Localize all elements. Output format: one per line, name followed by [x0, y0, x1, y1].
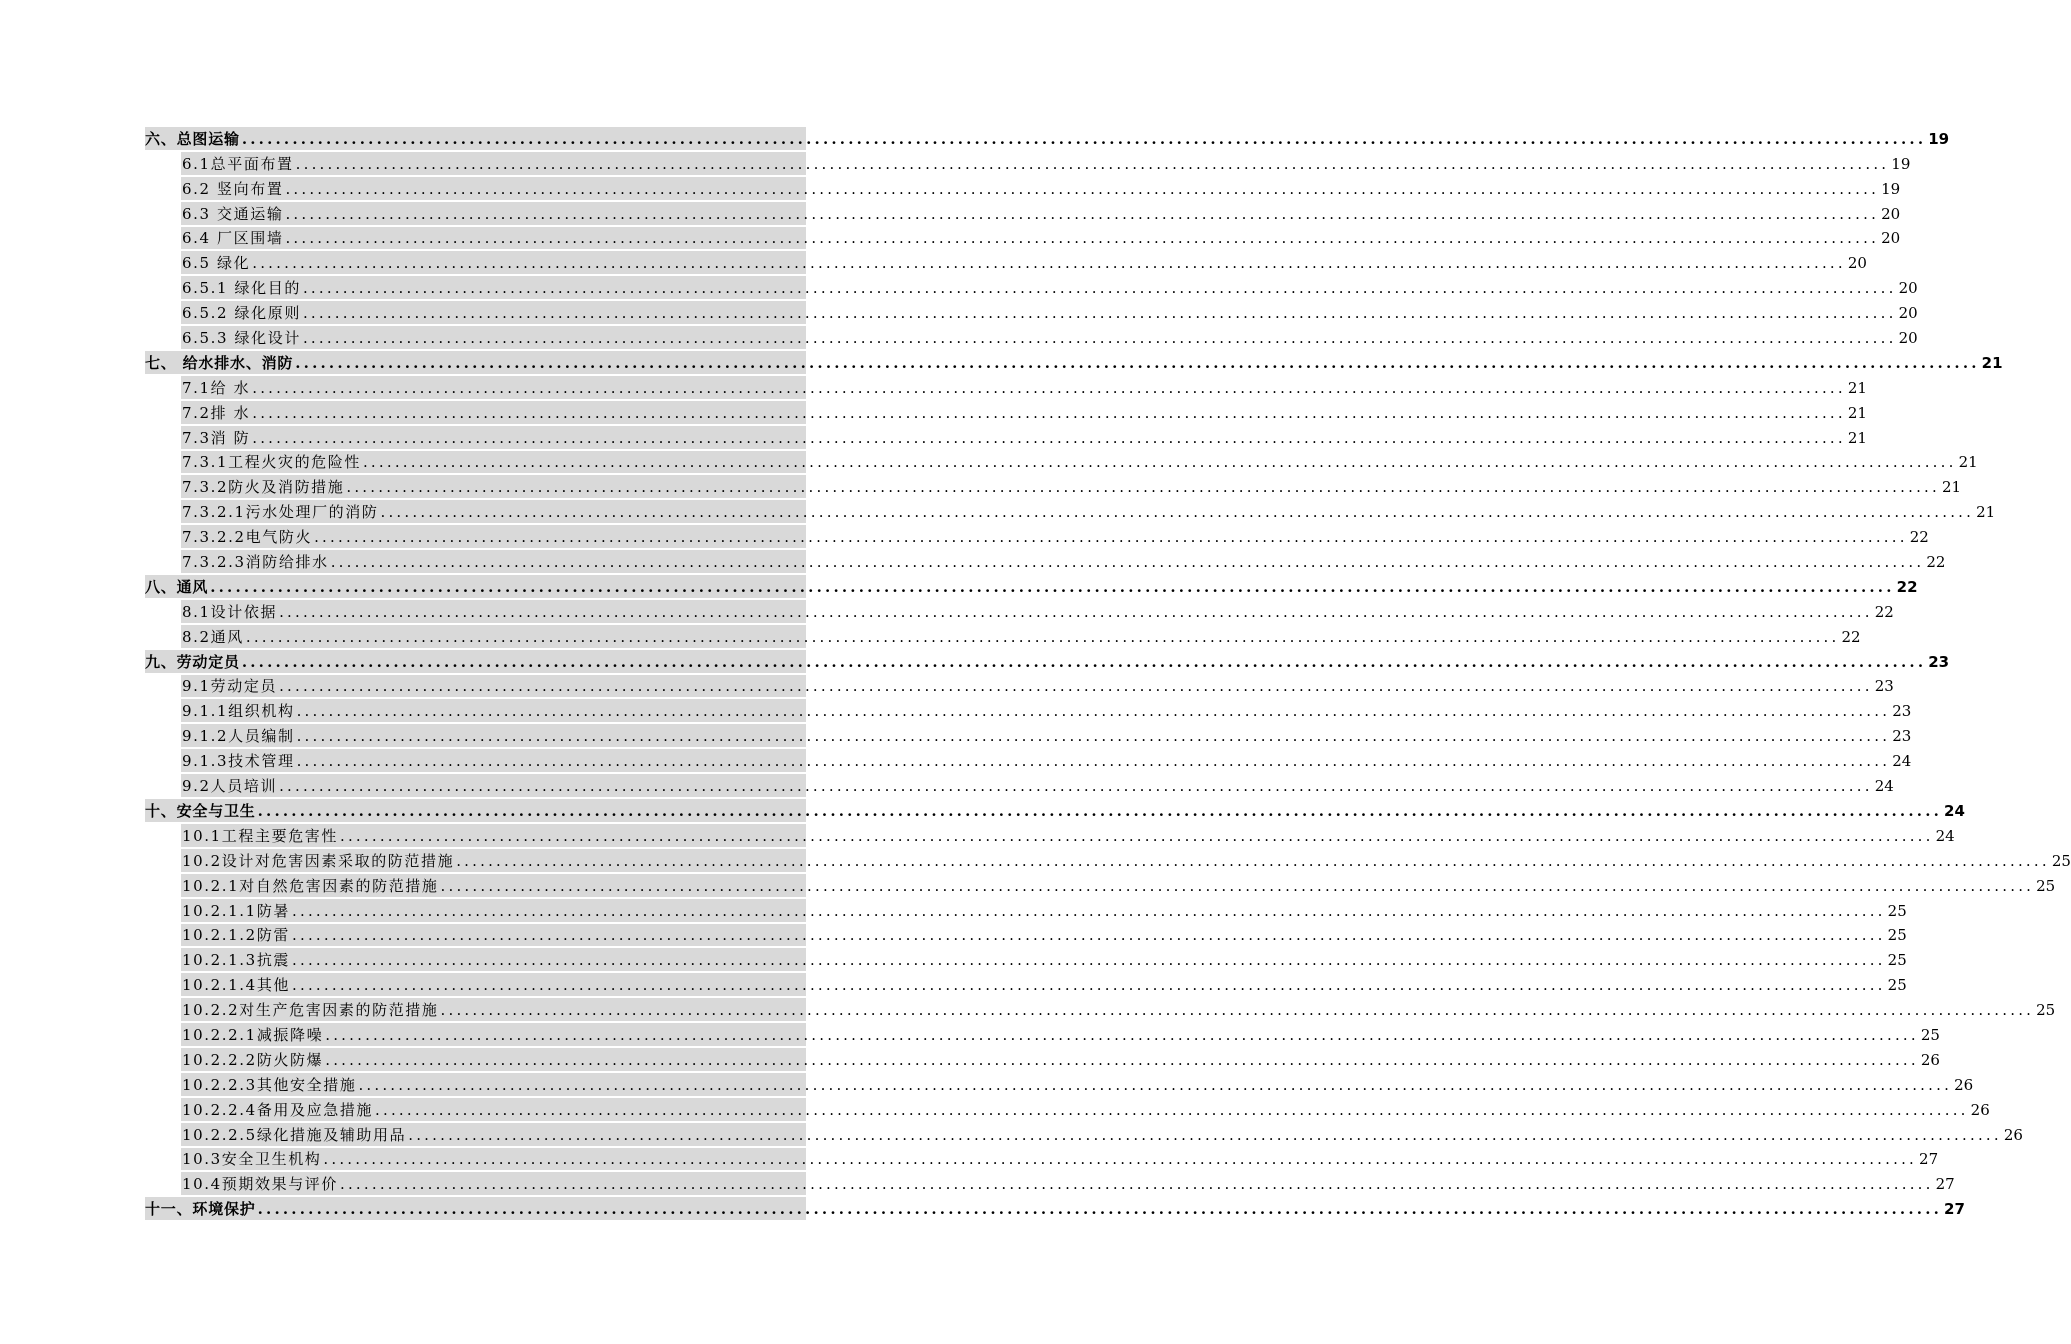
toc-page-number: 20: [1881, 204, 1901, 223]
toc-section-entry[interactable]: [145, 723, 1912, 748]
toc-page-number: 24: [1874, 777, 1894, 796]
toc-page-number: 21: [1976, 503, 1996, 522]
toc-dot-leader: ........................................................................................................................................................................................................: [302, 329, 1897, 348]
toc-entry-title: 10.2.2.3其他安全措施: [182, 1075, 357, 1094]
toc-dot-leader: ........................................................................................................................................................................................................: [292, 951, 1886, 970]
toc-page-number: 20: [1847, 254, 1867, 273]
toc-dot-leader: ........................................................................................................................................................................................................: [241, 652, 1927, 671]
toc-entry-title: 6.1总平面布置: [182, 154, 294, 173]
toc-entry-title: 10.2.2对生产危害因素的防范措施: [182, 1001, 439, 1020]
toc-entry-title: 9.1.3技术管理: [182, 752, 295, 771]
toc-dot-leader: ........................................................................................................................................................................................................: [285, 229, 1880, 248]
toc-entry-title: 9.1.2人员编制: [182, 727, 295, 746]
toc-dot-leader: ........................................................................................................................................................................................................: [285, 179, 1880, 198]
toc-page-number: 22: [1841, 627, 1861, 646]
toc-page-number: 23: [1892, 702, 1912, 721]
toc-dot-leader: ........................................................................................................................................................................................................: [408, 1125, 2002, 1144]
toc-page-number: 20: [1898, 279, 1918, 298]
toc-page-number: 25: [1887, 951, 1907, 970]
toc-entry-title: 10.2.2.5绿化措施及辅助用品: [182, 1125, 407, 1144]
toc-dot-leader: ........................................................................................................................................................................................................: [252, 428, 1846, 447]
toc-section-entry[interactable]: [145, 375, 1867, 400]
toc-section-entry[interactable]: [145, 250, 1867, 275]
toc-section-entry[interactable]: [145, 226, 1901, 251]
toc-page-number: 21: [1847, 428, 1867, 447]
toc-entry-title: 6.2 竖向布置: [182, 179, 284, 198]
toc-entry-title: 10.2设计对危害因素采取的防范措施: [182, 851, 455, 870]
toc-chapter-entry[interactable]: [145, 574, 1918, 599]
toc-dot-leader: ........................................................................................................................................................................................................: [440, 876, 2035, 895]
toc-section-entry[interactable]: [145, 151, 1911, 176]
toc-page-number: 25: [1887, 926, 1907, 945]
toc-section-entry[interactable]: [145, 972, 1907, 997]
toc-page-number: 21: [1847, 378, 1867, 397]
toc-section-entry[interactable]: [145, 499, 1996, 524]
toc-page-number: 25: [1920, 1025, 1940, 1044]
toc-section-entry[interactable]: [145, 1147, 1939, 1172]
toc-section-entry[interactable]: [145, 176, 1901, 201]
toc-section-entry[interactable]: [145, 1072, 1974, 1097]
toc-entry-title: 10.2.2.1减振降噪: [182, 1025, 324, 1044]
toc-page-number: 27: [1944, 1200, 1965, 1219]
toc-entry-title: 十一、环境保护: [145, 1200, 256, 1219]
toc-dot-leader: ........................................................................................................................................................................................................: [257, 801, 1943, 820]
toc-dot-leader: ........................................................................................................................................................................................................: [252, 403, 1846, 422]
toc-section-entry[interactable]: [145, 674, 1894, 699]
toc-dot-leader: ........................................................................................................................................................................................................: [440, 1001, 2035, 1020]
toc-dot-leader: ........................................................................................................................................................................................................: [279, 777, 1873, 796]
toc-chapter-entry[interactable]: [145, 350, 2003, 375]
toc-section-entry[interactable]: [145, 997, 2056, 1022]
toc-dot-leader: ........................................................................................................................................................................................................: [295, 353, 1980, 372]
toc-entry-title: 10.2.1.3抗震: [182, 951, 291, 970]
toc-chapter-entry[interactable]: [145, 649, 1950, 674]
toc-entry-title: 6.5.1 绿化目的: [182, 279, 301, 298]
toc-page-number: 23: [1928, 652, 1950, 671]
toc-page-number: 26: [2003, 1125, 2023, 1144]
toc-dot-leader: ........................................................................................................................................................................................................: [456, 851, 2050, 870]
toc-section-entry[interactable]: [145, 1122, 2023, 1147]
toc-section-entry[interactable]: [145, 1047, 1940, 1072]
toc-chapter-entry[interactable]: [145, 1196, 1965, 1221]
toc-page-number: 22: [1909, 528, 1929, 547]
toc-entry-title: 7.3.1工程火灾的危险性: [182, 453, 361, 472]
toc-entry-title: 7.2排 水: [182, 403, 251, 422]
toc-page-number: 21: [1958, 453, 1978, 472]
toc-dot-leader: ........................................................................................................................................................................................................: [252, 254, 1846, 273]
toc-page-number: 20: [1898, 329, 1918, 348]
toc-entry-title: 10.2.1对自然危害因素的防范措施: [182, 876, 439, 895]
toc-entry-title: 7.3.2.1污水处理厂的消防: [182, 503, 379, 522]
toc-entry-title: 6.5 绿化: [182, 254, 251, 273]
toc-page-number: 19: [1891, 154, 1911, 173]
toc-dot-leader: ........................................................................................................................................................................................................: [375, 1100, 1969, 1119]
toc-entry-title: 6.4 厂区围墙: [182, 229, 284, 248]
toc-page-number: 22: [1926, 553, 1946, 572]
table-of-contents: [145, 126, 2071, 1221]
toc-dot-leader: ........................................................................................................................................................................................................: [296, 702, 1891, 721]
toc-section-entry[interactable]: [145, 748, 1912, 773]
toc-entry-title: 10.1工程主要危害性: [182, 826, 338, 845]
toc-page-number: 25: [1887, 901, 1907, 920]
toc-entry-title: 10.2.2.4备用及应急措施: [182, 1100, 374, 1119]
toc-section-entry[interactable]: [145, 325, 1918, 350]
toc-page-number: 22: [1896, 577, 1918, 596]
toc-dot-leader: ........................................................................................................................................................................................................: [292, 976, 1886, 995]
toc-section-entry[interactable]: [145, 823, 1955, 848]
toc-dot-leader: ........................................................................................................................................................................................................: [279, 677, 1873, 696]
toc-entry-title: 10.2.1.4其他: [182, 976, 291, 995]
toc-section-entry[interactable]: [145, 923, 1907, 948]
toc-entry-title: 10.2.2.2防火防爆: [182, 1050, 324, 1069]
toc-section-entry[interactable]: [145, 624, 1861, 649]
toc-dot-leader: ........................................................................................................................................................................................................: [340, 826, 1934, 845]
toc-section-entry[interactable]: [145, 425, 1867, 450]
toc-page-number: 23: [1892, 727, 1912, 746]
toc-entry-title: 八、通风: [145, 577, 209, 596]
toc-dot-leader: ........................................................................................................................................................................................................: [325, 1050, 1919, 1069]
toc-dot-leader: ........................................................................................................................................................................................................: [252, 378, 1846, 397]
toc-section-entry[interactable]: [145, 450, 1978, 475]
toc-dot-leader: ........................................................................................................................................................................................................: [380, 503, 1975, 522]
toc-page-number: 24: [1944, 801, 1965, 820]
toc-page-number: 27: [1935, 1175, 1955, 1194]
toc-dot-leader: ........................................................................................................................................................................................................: [323, 1150, 1918, 1169]
toc-page-number: 20: [1898, 304, 1918, 323]
toc-section-entry[interactable]: [145, 524, 1929, 549]
toc-dot-leader: ........................................................................................................................................................................................................: [245, 627, 1840, 646]
toc-page-number: 22: [1874, 602, 1894, 621]
toc-dot-leader: ........................................................................................................................................................................................................: [340, 1175, 1934, 1194]
toc-entry-title: 6.3 交通运输: [182, 204, 284, 223]
toc-section-entry[interactable]: [145, 400, 1867, 425]
toc-entry-title: 8.1设计依据: [182, 602, 278, 621]
toc-entry-title: 7.3.2防火及消防措施: [182, 478, 345, 497]
toc-section-entry[interactable]: [145, 898, 1907, 923]
toc-dot-leader: ........................................................................................................................................................................................................: [210, 577, 1895, 596]
toc-section-entry[interactable]: [145, 873, 2056, 898]
toc-dot-leader: ........................................................................................................................................................................................................: [241, 129, 1927, 148]
toc-dot-leader: ........................................................................................................................................................................................................: [325, 1025, 1919, 1044]
toc-section-entry[interactable]: [145, 698, 1912, 723]
toc-entry-title: 7.3.2.3消防给排水: [182, 553, 329, 572]
toc-section-entry[interactable]: [145, 773, 1894, 798]
toc-page-number: 25: [2036, 1001, 2056, 1020]
toc-page-number: 21: [1847, 403, 1867, 422]
toc-entry-title: 10.3安全卫生机构: [182, 1150, 322, 1169]
toc-page-number: 19: [1881, 179, 1901, 198]
toc-section-entry[interactable]: [145, 947, 1907, 972]
toc-page-number: 26: [1920, 1050, 1940, 1069]
toc-entry-title: 10.2.1.1防暑: [182, 901, 291, 920]
toc-dot-leader: ........................................................................................................................................................................................................: [358, 1075, 1953, 1094]
toc-section-entry[interactable]: [145, 201, 1901, 226]
toc-dot-leader: ........................................................................................................................................................................................................: [314, 528, 1908, 547]
toc-page-number: 24: [1892, 752, 1912, 771]
toc-chapter-entry[interactable]: [145, 798, 1965, 823]
toc-dot-leader: ........................................................................................................................................................................................................: [257, 1200, 1943, 1219]
toc-dot-leader: ........................................................................................................................................................................................................: [296, 752, 1891, 771]
toc-section-entry[interactable]: [145, 1022, 1940, 1047]
toc-entry-title: 七、 给水排水、消防: [145, 353, 294, 372]
toc-entry-title: 7.3消 防: [182, 428, 251, 447]
toc-page-number: 21: [1942, 478, 1962, 497]
toc-dot-leader: ........................................................................................................................................................................................................: [346, 478, 1940, 497]
toc-dot-leader: ........................................................................................................................................................................................................: [292, 926, 1886, 945]
toc-section-entry[interactable]: [145, 474, 1962, 499]
toc-section-entry[interactable]: [145, 848, 2071, 873]
toc-dot-leader: ........................................................................................................................................................................................................: [292, 901, 1886, 920]
toc-entry-title: 7.1给 水: [182, 378, 251, 397]
toc-dot-leader: ........................................................................................................................................................................................................: [302, 304, 1897, 323]
toc-dot-leader: ........................................................................................................................................................................................................: [330, 553, 1925, 572]
toc-entry-title: 9.2人员培训: [182, 777, 278, 796]
toc-dot-leader: ........................................................................................................................................................................................................: [296, 727, 1891, 746]
toc-page-number: 25: [2051, 851, 2071, 870]
toc-entry-title: 8.2通风: [182, 627, 244, 646]
toc-entry-title: 十、安全与卫生: [145, 801, 256, 820]
toc-page-number: 26: [1954, 1075, 1974, 1094]
toc-page-number: 24: [1935, 826, 1955, 845]
toc-entry-title: 9.1劳动定员: [182, 677, 278, 696]
toc-page-number: 20: [1881, 229, 1901, 248]
toc-entry-title: 7.3.2.2电气防火: [182, 528, 313, 547]
toc-section-entry[interactable]: [145, 275, 1918, 300]
toc-page-number: 26: [1970, 1100, 1990, 1119]
toc-entry-title: 10.2.1.2防雷: [182, 926, 291, 945]
toc-entry-title: 九、劳动定员: [145, 652, 240, 671]
toc-page-number: 25: [2036, 876, 2056, 895]
toc-page-number: 23: [1874, 677, 1894, 696]
toc-page-number: 21: [1981, 353, 2003, 372]
toc-entry-title: 10.4预期效果与评价: [182, 1175, 338, 1194]
toc-page-number: 27: [1919, 1150, 1939, 1169]
toc-dot-leader: ........................................................................................................................................................................................................: [285, 204, 1880, 223]
toc-page-number: 19: [1928, 129, 1950, 148]
toc-dot-leader: ........................................................................................................................................................................................................: [362, 453, 1957, 472]
toc-dot-leader: ........................................................................................................................................................................................................: [302, 279, 1897, 298]
toc-entry-title: 六、总图运输: [145, 129, 240, 148]
toc-section-entry[interactable]: [145, 1171, 1955, 1196]
toc-section-entry[interactable]: [145, 599, 1894, 624]
toc-entry-title: 6.5.2 绿化原则: [182, 304, 301, 323]
toc-section-entry[interactable]: [145, 1097, 1990, 1122]
toc-chapter-entry[interactable]: [145, 126, 1950, 151]
toc-entry-title: 9.1.1组织机构: [182, 702, 295, 721]
toc-section-entry[interactable]: [145, 549, 1946, 574]
toc-section-entry[interactable]: [145, 300, 1918, 325]
toc-page-number: 25: [1887, 976, 1907, 995]
toc-entry-title: 6.5.3 绿化设计: [182, 329, 301, 348]
toc-dot-leader: ........................................................................................................................................................................................................: [295, 154, 1890, 173]
toc-dot-leader: ........................................................................................................................................................................................................: [279, 602, 1873, 621]
